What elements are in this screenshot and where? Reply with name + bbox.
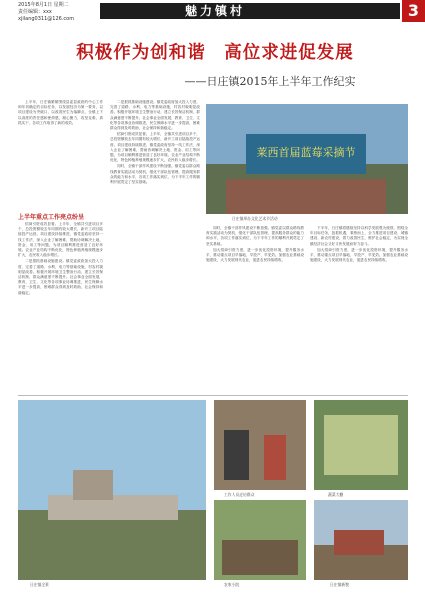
courtyard-photo [214, 500, 306, 580]
email: xjilang0311@126.com [18, 16, 75, 22]
column-2-body: 二是狠抓基础设施建设。镇党委政府加大投入力度，完善了道路、水利、电力等基础设施，村容村貌明显改善。积极开展环境卫生整治行动，建立长效保洁机制，群众满意度不断提升。社会事业全面发展，教育、卫生、文化等各项事业协调推进，民生保障水平进一步提高，困难群众得到及时救助，社会保持和谐稳定。 [110, 100, 200, 131]
column-2-body-b: 招商引资成效显著。上半年，全镇共引进项目多个，总投资额较去年同期有较大增长，新开工项目陆续投产运营。项目建设持续推进，镇党委政府坚持一线工作法，深入企业了解困难，帮助协调解决土地、资金、用工等问题，为项目顺利推进营造了良好环境。农业产业结构不断优化，特色种植养殖规模逐步扩大，农民收入稳步增长。 [110, 132, 200, 163]
visit-caption: 工作人员走访群众 [224, 492, 255, 497]
header-info [18, 2, 74, 23]
courtyard-caption: 农家小院 [224, 582, 240, 587]
main-photo [206, 104, 408, 214]
subheadline: ——日庄镇2015年上半年工作纪实 [184, 75, 356, 88]
intro-column [18, 100, 103, 208]
greenhouse-caption: 蔬菜大棚 [328, 492, 344, 497]
text-column-4 [310, 226, 408, 388]
main-photo-caption: 日庄镇举办文化艺术节活动 [232, 216, 278, 221]
panorama-photo [18, 400, 206, 580]
page-number: 3 [402, 0, 425, 22]
section-body-1b: 二是狠抓基础设施建设。镇党委政府加大投入力度，完善了道路、水利、电力等基础设施，村容村貌明显改善。积极开展环境卫生整治行动，建立长效保洁机制，群众满意度不断提升。社会事业全面发展，教育、卫生、文化等各项事业协调推进，民生保障水平进一步提高，困难群众得到及时救助，社会保持和谐稳定。 [18, 259, 103, 295]
text-column-3 [206, 226, 304, 388]
column-3-body: 同时，全镇干部作风建设不断加强。镇党委以群众路线教育实践活动为契机，强化干部队伍管理，提高服务群众的能力和水平，各项工作落实到位，为下半年工作的顺利开展奠定了坚实基础。 [206, 226, 304, 246]
intro-text: 上半年，日庄镇紧紧围绕县委县政府的中心工作和年初确定的目标任务，以发展经济为第一要务，以项目建设为突破口，以改善民生为落脚点，全镇上下以高度的责任感和使命感，凝心聚力，攻坚克难，真抓实干，各项工作取得了新的成效。 [18, 100, 103, 125]
issue-date: 2015年8月1日 星期二 [18, 2, 69, 8]
column-4-body-b: 加大招商引资力度，进一步优化投资环境，提升服务水平，推动重点项目早落地、早投产、早见效。加强农业基础设施建设，大力发展现代农业，促进农民持续增收。 [310, 247, 408, 263]
headline: 积极作为创和谐 高位求进促发展 [76, 43, 354, 63]
column-3-body-b: 加大招商引资力度，进一步优化投资环境，提升服务水平，推动重点项目早落地、早投产、早见效。加强农业基础设施建设，大力发展现代农业，促进农民持续增收。 [206, 247, 304, 263]
visit-photo [214, 400, 306, 490]
page-header [0, 0, 425, 22]
festival-photo [206, 104, 408, 214]
divider [18, 395, 408, 396]
section-column-1 [18, 222, 103, 392]
town-photo [314, 500, 408, 580]
editor-line: 责任编辑：xxx [18, 9, 52, 15]
town-caption: 日庄镇新貌 [330, 582, 349, 587]
section-body-1: 招商引资成效显著。上半年，全镇共引进项目多个，总投资额较去年同期有较大增长，新开工项目陆续投产运营。项目建设持续推进，镇党委政府坚持一线工作法，深入企业了解困难，帮助协调解决土地、资金、用工等问题，为项目顺利推进营造了良好环境。农业产业结构不断优化，特色种植养殖规模逐步扩大，农民收入稳步增长。 [18, 222, 103, 258]
section-heading: 上半年重点工作亮点纷呈 [18, 214, 85, 221]
greenhouse-photo [314, 400, 408, 490]
text-column-2 [110, 100, 200, 392]
column-2-body-c: 同时，全镇干部作风建设不断加强。镇党委以群众路线教育实践活动为契机，强化干部队伍管理，提高服务群众的能力和水平，各项工作落实到位，为下半年工作的顺利开展奠定了坚实基础。 [110, 164, 200, 185]
column-4-body: 下半年，日庄镇将继续坚持以科学发展观为统领，围绕全年目标任务，抢抓机遇，乘势而上，全力推进项目建设、城镇建设、新农村建设，着力改善民生，维护社会稳定，为实现全镇经济社会又好又快发展而努力奋斗。 [310, 226, 408, 246]
banner-text: 莱西首届蓝莓采摘节 [256, 146, 356, 159]
section-title: 魅力镇村 [184, 4, 245, 18]
panorama-caption: 日庄镇全景 [30, 582, 49, 587]
